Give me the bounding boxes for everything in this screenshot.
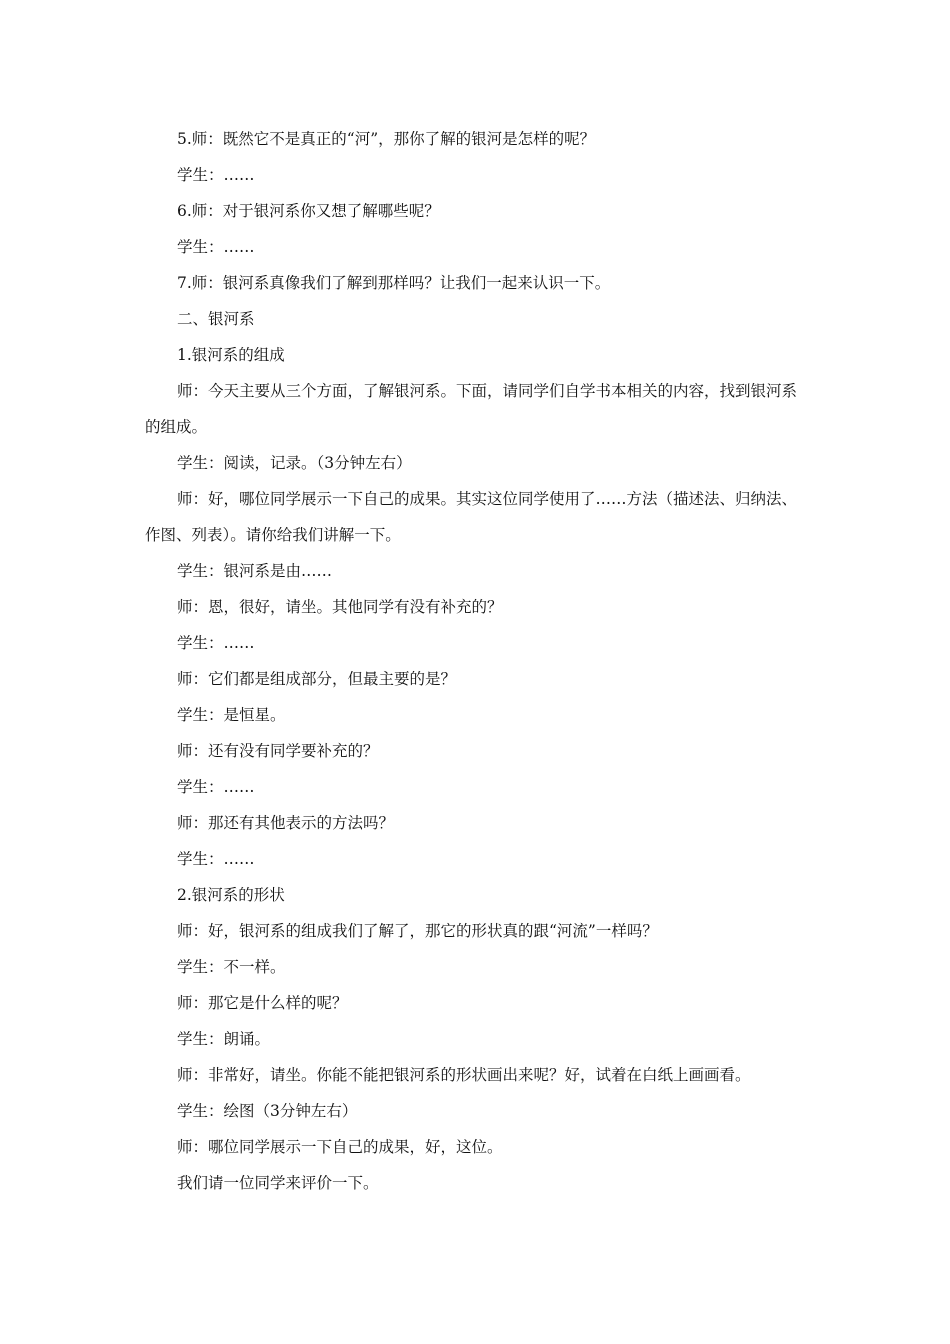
- paragraph: 学生：是恒星。: [177, 706, 286, 724]
- paragraph: 6.师：对于银河系你又想了解哪些呢？: [177, 202, 440, 220]
- paragraph: 学生：绘图（3分钟左右）: [177, 1102, 358, 1120]
- paragraph: 学生：……: [177, 778, 255, 796]
- paragraph: 学生：朗诵。: [177, 1030, 271, 1048]
- paragraph: 师：那它是什么样的呢？: [177, 994, 348, 1012]
- section-heading: 二、银河系: [177, 310, 255, 328]
- paragraph: 师：恩，很好，请坐。其他同学有没有补充的？: [177, 598, 503, 616]
- paragraph: 师：今天主要从三个方面，了解银河系。下面，请同学们自学书本相关的内容，找到银河系的组成。: [145, 382, 798, 436]
- paragraph: 师：非常好，请坐。你能不能把银河系的形状画出来呢？好，试着在白纸上画画看。: [177, 1066, 751, 1084]
- paragraph: 学生：银河系是由……: [177, 562, 333, 580]
- paragraph: 我们请一位同学来评价一下。: [177, 1174, 379, 1192]
- paragraph: 师：它们都是组成部分，但最主要的是？: [177, 670, 457, 688]
- paragraph: 师：哪位同学展示一下自己的成果，好，这位。: [177, 1138, 503, 1156]
- paragraph: 师：那还有其他表示的方法吗？: [177, 814, 395, 832]
- paragraph: 学生：阅读，记录。（3分钟左右）: [177, 454, 412, 472]
- paragraph: 学生：……: [177, 634, 255, 652]
- subsection-heading: 2.银河系的形状: [177, 886, 285, 904]
- paragraph: 师：还有没有同学要补充的？: [177, 742, 379, 760]
- paragraph: 7.师：银河系真像我们了解到那样吗？让我们一起来认识一下。: [177, 274, 611, 292]
- paragraph: 学生：……: [177, 238, 255, 256]
- paragraph: 学生：……: [177, 850, 255, 868]
- document-body: [145, 121, 810, 1201]
- subsection-heading: 1.银河系的组成: [177, 346, 285, 364]
- paragraph: 学生：……: [177, 166, 255, 184]
- paragraph: 师：好，哪位同学展示一下自己的成果。其实这位同学使用了……方法（描述法、归纳法、作图、列表）。请你给我们讲解一下。: [145, 490, 798, 544]
- paragraph: 5.师：既然它不是真正的“河”，那你了解的银河是怎样的呢？: [177, 130, 596, 148]
- paragraph: 学生：不一样。: [177, 958, 286, 976]
- paragraph: 师：好，银河系的组成我们了解了，那它的形状真的跟“河流”一样吗？: [177, 922, 658, 940]
